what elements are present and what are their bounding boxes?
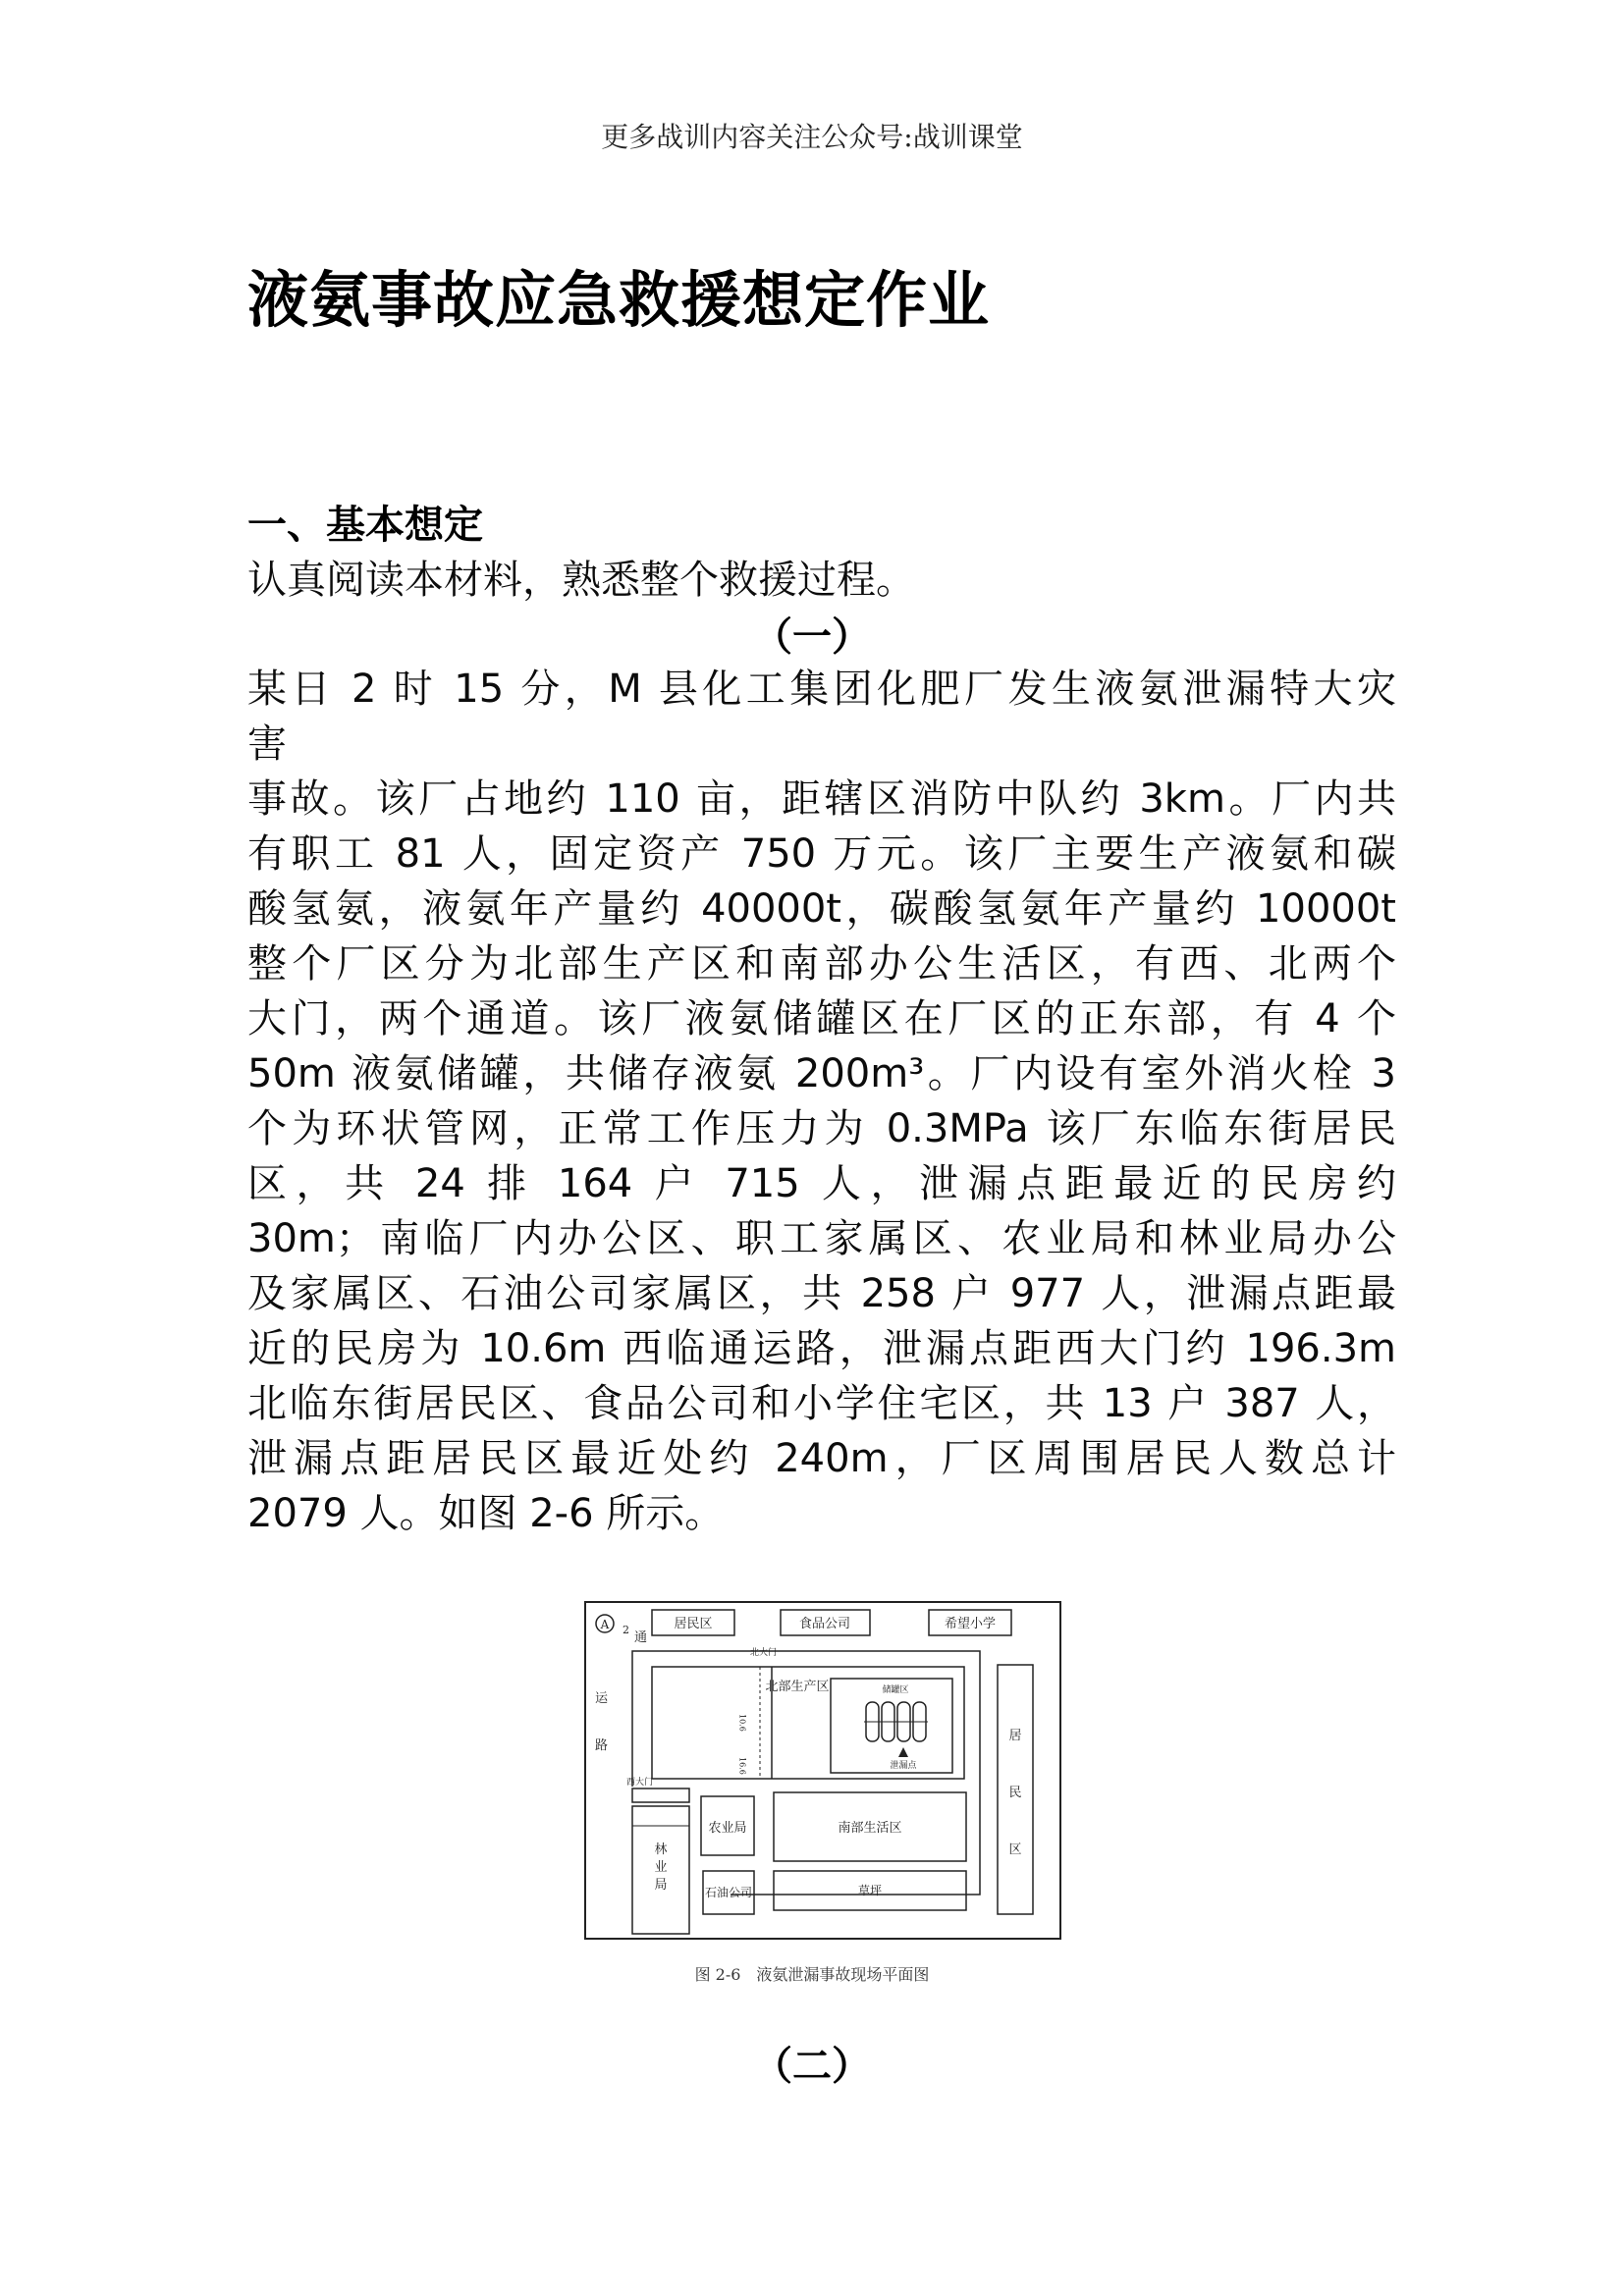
forestry-char-3: 局 <box>654 1878 668 1893</box>
figure-caption: 图 2-6 液氨泄漏事故现场平面图 <box>694 1965 930 1984</box>
intro-text: 认真阅读本材料，熟悉整个救援过程。 <box>247 558 915 603</box>
paragraph-line: 个为环状管网，正常工作压力为 0.3MPa 该厂东临东街居民 <box>247 1106 1396 1151</box>
paragraph-line: 30m；南临厂内办公区、职工家属区、农业局和林业局办公 <box>247 1216 1396 1261</box>
scale-mark: 2 <box>623 1624 629 1636</box>
east-res-char-2: 民 <box>1008 1786 1022 1800</box>
paragraph-line: 整个厂区分为北部生产区和南部办公生活区，有西、北两个 <box>247 941 1396 987</box>
school-label: 希望小学 <box>944 1617 997 1631</box>
site-plan-figure <box>583 1600 1062 1941</box>
paragraph-line: 及家属区、石油公司家属区，共 258 户 977 人，泄漏点距最 <box>247 1271 1396 1316</box>
oil-company-label: 石油公司 <box>704 1886 753 1899</box>
east-res-char-3: 区 <box>1008 1842 1022 1857</box>
north-mark-label: A <box>600 1618 610 1631</box>
top-residential-label: 居民区 <box>674 1617 713 1631</box>
north-gate-label: 北大门 <box>750 1648 778 1658</box>
dimension-label-2: 16.6 <box>737 1757 747 1775</box>
forestry-char-2: 业 <box>654 1860 668 1875</box>
dimension-label-1: 10.6 <box>737 1714 747 1732</box>
page-header: 更多战训内容关注公众号:战训课堂 <box>601 121 1023 153</box>
paragraph-line: 事故。该厂占地约 110 亩，距辖区消防中队约 3km。厂内共 <box>247 776 1396 822</box>
leak-point-label: 泄漏点 <box>890 1761 917 1771</box>
section-heading: 一、基本想定 <box>247 503 483 548</box>
document-title: 液氨事故应急救援想定作业 <box>247 264 991 336</box>
scenario-paragraph <box>247 662 1396 1541</box>
part-one-label: （一） <box>753 614 871 660</box>
paragraph-line: 酸氢氨，液氨年产量约 40000t，碳酸氢氨年产量约 10000t <box>247 886 1396 932</box>
paragraph-line: 2079 人。如图 2-6 所示。 <box>247 1491 725 1536</box>
lawn-label: 草坪 <box>857 1884 883 1897</box>
paragraph-line: 泄漏点距居民区最近处约 240m，厂区周围居民人数总计 <box>247 1436 1396 1481</box>
north-area-label: 北部生产区 <box>765 1680 830 1694</box>
food-company-label: 食品公司 <box>798 1617 851 1631</box>
east-res-char-1: 居 <box>1008 1729 1022 1743</box>
paragraph-line: 北临东街居民区、食品公司和小学住宅区，共 13 户 387 人， <box>247 1381 1396 1426</box>
paragraph-line: 近的民房为 10.6m 西临通运路，泄漏点距西大门约 196.3m <box>247 1326 1396 1371</box>
west-gate-label: 西大门 <box>626 1778 654 1788</box>
agri-bureau-label: 农业局 <box>708 1821 747 1836</box>
road-char-3: 路 <box>595 1738 609 1753</box>
paragraph-line: 大门，两个通道。该厂液氨储罐区在厂区的正东部，有 4 个 <box>247 996 1396 1041</box>
paragraph-line: 区，共 24 排 164 户 715 人，泄漏点距最近的民房约 <box>247 1161 1396 1206</box>
road-char-2: 运 <box>595 1691 609 1706</box>
paragraph-line: 害 <box>247 721 287 767</box>
paragraph-line: 某日 2 时 15 分，M 县化工集团化肥厂发生液氨泄漏特大灾 <box>247 667 1396 712</box>
paragraph-line: 有职工 81 人，固定资产 750 万元。该厂主要生产液氨和碳 <box>247 831 1396 877</box>
paragraph-line: 50m 液氨储罐，共储存液氨 200m³。厂内设有室外消火栓 3 <box>247 1051 1396 1096</box>
site-plan-drawing <box>583 1600 1062 1941</box>
road-char-1: 通 <box>634 1630 648 1645</box>
forestry-char-1: 林 <box>654 1842 668 1857</box>
tank-area-label: 储罐区 <box>882 1685 909 1695</box>
part-two-label: （二） <box>753 2044 871 2089</box>
south-area-label: 南部生活区 <box>838 1821 902 1836</box>
